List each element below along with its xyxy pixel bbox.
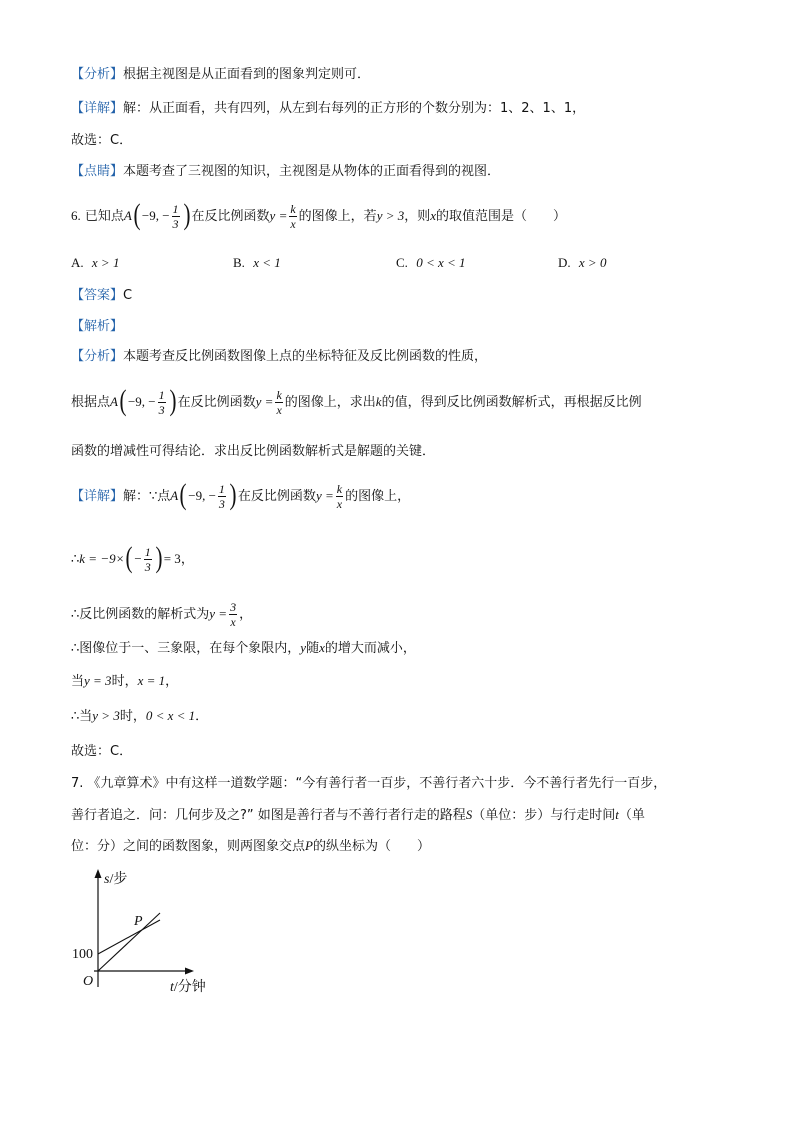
fraction-numerator: 1	[172, 202, 179, 216]
text: （单	[618, 808, 645, 823]
right-paren: )	[183, 197, 191, 231]
stem-text: ，则	[404, 209, 431, 224]
text: 根据点	[71, 395, 111, 410]
option-label: D.	[558, 255, 571, 270]
analysis-tag: 【分析】	[71, 349, 124, 364]
fraction-denominator: 3	[172, 217, 179, 231]
text: 的纵坐标为（ ）	[312, 839, 430, 854]
comment-tag: 【点睛】	[71, 164, 124, 179]
fraction-denominator: 3	[158, 403, 165, 417]
q5-choose-line: 故选：C．	[71, 133, 133, 148]
origin-label: O	[83, 974, 94, 989]
fraction-numerator: k	[290, 202, 296, 216]
text: 当	[71, 674, 85, 689]
fraction-denominator: 3	[218, 497, 225, 511]
text: 的增大而减小，	[324, 641, 416, 656]
stem-text: 已知点	[84, 209, 124, 224]
fraction-numerator: 3	[230, 600, 237, 614]
q5-analysis-line	[71, 66, 370, 84]
text: 善行者追之．问：几何步及之?” 如图是善行者与不善行者行走的路程	[71, 808, 466, 823]
fraction-denominator: x	[336, 497, 343, 511]
option-c[interactable]	[396, 255, 466, 271]
graph-line-bad-walker	[98, 920, 160, 954]
minus: −	[134, 551, 142, 566]
analysis-text: 本题考查反比例函数图像上点的坐标特征及反比例函数的性质，	[123, 349, 488, 364]
variable: x	[430, 208, 437, 223]
text: ，	[180, 552, 194, 567]
intercept-label: 100	[72, 947, 93, 962]
fraction	[158, 388, 166, 417]
option-text: x > 0	[578, 255, 607, 270]
point-coords: −9, −	[127, 394, 156, 409]
option-label: A.	[71, 255, 84, 270]
variable: x	[319, 640, 325, 655]
left-paren: (	[119, 383, 127, 417]
text: 时，	[111, 674, 138, 689]
fraction	[229, 600, 237, 629]
right-paren: )	[229, 477, 237, 511]
q6-step-1	[71, 537, 194, 582]
fraction-numerator: 1	[218, 482, 225, 496]
q6-stem	[71, 194, 566, 239]
option-text: 0 < x < 1	[416, 255, 466, 270]
fraction-denominator: x	[290, 217, 296, 231]
q6-step-4	[71, 672, 178, 691]
detail-text: 解：从正面看，共有四列，从左到右每列的正方形的个数分别为：1、2、1、1，	[123, 101, 586, 116]
stem-text: 的取值范围是（ ）	[436, 209, 567, 224]
point-coords: −9, −	[141, 208, 170, 223]
fraction	[172, 202, 180, 231]
x-axis-label: t/分钟	[170, 980, 206, 995]
q6-step-5	[71, 707, 208, 726]
graph-line-good-walker	[98, 913, 160, 971]
option-a[interactable]	[71, 255, 119, 271]
therefore: ∴	[71, 552, 80, 567]
y-axis-arrow	[95, 869, 102, 878]
function-lhs: y =	[269, 208, 288, 223]
left-paren: (	[125, 540, 133, 574]
fraction-numerator: k	[336, 482, 343, 496]
variable: y	[300, 640, 307, 655]
text: 解：∵点	[123, 489, 171, 504]
comment-text: 本题考查了三视图的知识，主视图是从物体的正面看得到的视图．	[123, 164, 501, 179]
fraction	[218, 482, 226, 511]
q7-line-1: 7. 《九章算术》中有这样一道数学题：“今有善行者一百步，不善行者六十步．今不善行者先行一百步，	[71, 776, 667, 791]
function-lhs: y =	[209, 606, 228, 621]
variable: t	[615, 807, 619, 822]
equation: 0 < x < 1	[145, 708, 196, 723]
text: 的值，得到反比例函数解析式，再根据反比例	[381, 395, 642, 410]
fraction	[289, 202, 296, 231]
fraction-denominator: x	[230, 615, 236, 629]
equation: x = 1	[137, 673, 166, 688]
question-number: 6.	[71, 208, 81, 223]
fraction	[275, 388, 282, 417]
text: ，	[165, 674, 179, 689]
text: ∴图像位于一、三象限，在每个象限内，	[71, 641, 301, 656]
fraction	[144, 545, 152, 574]
point-coords: −9, −	[188, 488, 216, 503]
analysis-tag: 【分析】	[71, 67, 124, 82]
text: ∴当	[71, 709, 93, 724]
point-name: A	[170, 488, 179, 503]
q7-graph	[66, 865, 306, 1005]
solution-tag: 【解析】	[71, 319, 124, 334]
right-paren: )	[155, 540, 163, 574]
text: 位：分）之间的函数图象，则两图象交点	[71, 839, 306, 854]
q7-line-2	[71, 806, 645, 825]
text: ，	[239, 607, 253, 622]
q6-step-3	[71, 639, 416, 658]
equation: = 3	[163, 551, 181, 566]
q7-line-3	[71, 837, 430, 856]
function-lhs: y =	[315, 488, 334, 503]
equation: y > 3	[92, 708, 120, 723]
solution-line	[71, 318, 123, 336]
answer-line	[71, 287, 132, 305]
text: 在反比例函数	[237, 489, 316, 504]
q6-step-2	[71, 596, 252, 633]
stem-text: 的图像上，若	[298, 209, 377, 224]
text: 的图像上，求出	[284, 395, 376, 410]
equation: k = −9×	[79, 551, 125, 566]
function-lhs: y =	[255, 394, 274, 409]
option-b[interactable]	[233, 255, 281, 271]
condition: y > 3	[376, 208, 405, 223]
fraction-denominator: 3	[144, 560, 151, 574]
detail-tag: 【详解】	[71, 489, 124, 504]
q6-analysis-line-2	[71, 380, 642, 425]
point-name: A	[123, 208, 132, 223]
analysis-text: 根据主视图是从正面看到的图象判定则可．	[123, 67, 371, 82]
fraction	[336, 482, 343, 511]
text: 在反比例函数	[177, 395, 256, 410]
fraction-denominator: x	[276, 403, 282, 417]
option-text: x < 1	[253, 255, 281, 270]
x-axis-arrow	[185, 968, 194, 975]
point-name: A	[110, 394, 118, 409]
variable: P	[305, 838, 313, 853]
right-paren: )	[169, 383, 177, 417]
stem-text: 在反比例函数	[191, 209, 270, 224]
left-paren: (	[133, 197, 141, 231]
text: ∴反比例函数的解析式为	[71, 607, 210, 622]
text: 的图像上，	[345, 489, 411, 504]
left-paren: (	[179, 477, 187, 511]
answer-tag: 【答案】	[71, 288, 124, 303]
option-label: C.	[396, 255, 408, 270]
option-text: x > 1	[91, 255, 120, 270]
fraction-numerator: k	[276, 388, 282, 402]
y-axis-label: s/步	[104, 872, 128, 887]
q5-detail-line	[71, 100, 585, 118]
option-d[interactable]	[558, 255, 606, 271]
intersection-label: P	[134, 914, 143, 929]
q6-analysis-line	[71, 348, 487, 366]
fraction-numerator: 1	[158, 388, 165, 402]
q6-detail-line	[71, 474, 410, 519]
option-label: B.	[233, 255, 245, 270]
variable: S	[465, 807, 473, 822]
text: ．	[195, 709, 209, 724]
text: （单位：步）与行走时间	[472, 808, 616, 823]
fraction-numerator: 1	[144, 545, 151, 559]
answer-value: C	[123, 288, 133, 303]
detail-tag: 【详解】	[71, 101, 124, 116]
text: 随	[306, 641, 320, 656]
equation: y = 3	[84, 673, 112, 688]
variable: k	[375, 394, 382, 409]
q5-comment-line	[71, 163, 500, 181]
text: 时，	[119, 709, 146, 724]
q6-analysis-line-3: 函数的增减性可得结论．求出反比例函数解析式是解题的关键．	[71, 444, 436, 459]
q6-choose-line: 故选：C．	[71, 744, 133, 759]
